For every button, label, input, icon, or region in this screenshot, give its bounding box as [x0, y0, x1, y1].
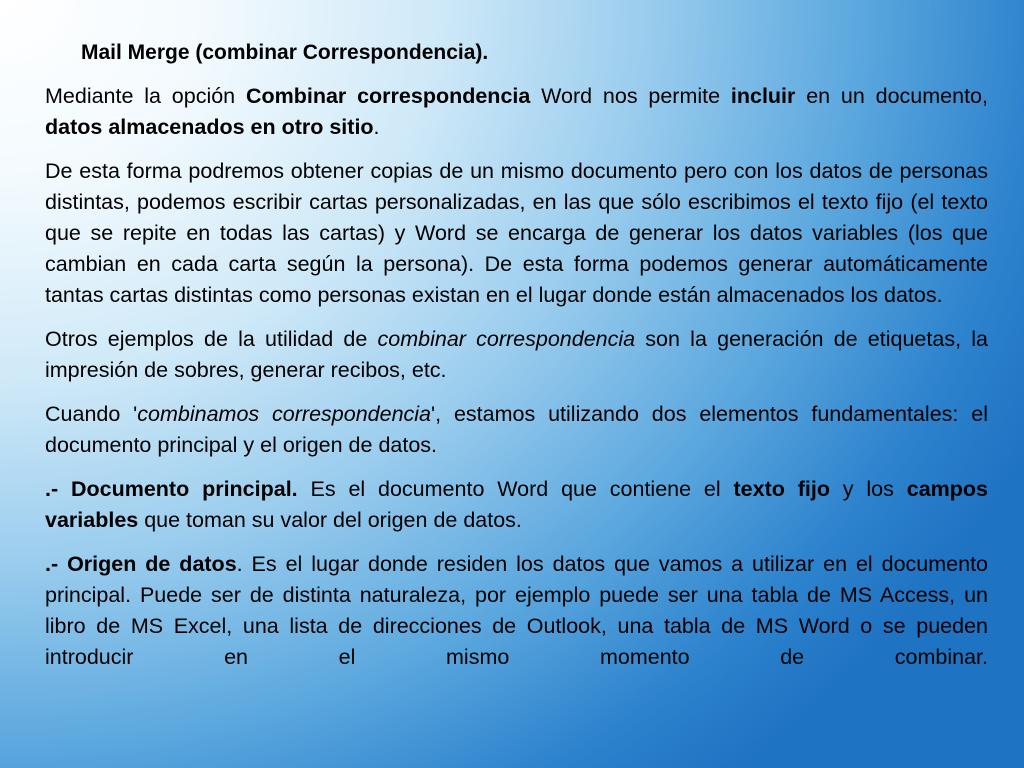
- slide-title: Mail Merge (combinar Correspondencia).: [81, 41, 489, 64]
- text-run: en un documento,: [795, 84, 988, 108]
- text-run-bold: texto fijo: [733, 477, 830, 501]
- text-run: ', estamos utilizando dos elementos fundamentales: el documento principal y el origen de datos.: [45, 402, 988, 457]
- paragraph-main-document: [45, 474, 988, 536]
- paragraph-elements: [45, 399, 988, 461]
- slide-content: [45, 38, 988, 686]
- paragraph-intro: [45, 81, 988, 143]
- text-run: Cuando ': [45, 402, 138, 426]
- text-run-bold: .- Documento principal.: [45, 477, 298, 501]
- text-run-italic: combinar correspondencia: [377, 327, 636, 351]
- text-run: .: [373, 115, 380, 139]
- text-run-italic: combinamos correspondencia: [137, 402, 432, 426]
- paragraph-examples: [45, 324, 988, 386]
- text-run: Otros ejemplos de la utilidad de: [45, 327, 378, 351]
- text-run-bold: datos almacenados en otro sitio: [45, 115, 374, 139]
- text-run: Word nos permite: [530, 84, 731, 108]
- text-run-bold: .- Origen de datos: [45, 552, 237, 576]
- text-run-bold: incluir: [730, 84, 796, 108]
- paragraph-explanation: [45, 156, 988, 311]
- text-run: Mediante la opción: [45, 84, 246, 108]
- text-run: son la generación de etiquetas, la impresión de sobres, generar recibos, etc.: [45, 327, 988, 382]
- text-run-bold: Combinar correspondencia: [245, 84, 531, 108]
- text-run: que toman su valor del origen de datos.: [138, 508, 522, 532]
- text-run: De esta forma podremos obtener copias de un mismo documento pero con los datos de personas distintas, podemos escribir cartas personalizadas, en las que sólo escribimos el texto fijo (el texto que se repite en todas las cartas) y Word se encarga de generar los datos variables (los que cambian en cada carta según la persona). De esta forma podemos generar automáticamente tantas cartas distintas como personas existan en el lugar donde están almacenados los datos.: [45, 159, 988, 307]
- text-run: . Es el lugar donde residen los datos que vamos a utilizar en el documento principal. Puede ser de distinta naturaleza, por ejemplo puede ser una tabla de MS Access, un libro de MS Excel, una lista de direcciones de Outlook, una tabla de MS Word o se pueden introducir en el mismo momento de combinar.: [45, 552, 988, 669]
- text-run: Es el documento Word que contiene el: [297, 477, 734, 501]
- text-run-bold: campos variables: [45, 477, 988, 532]
- text-run: y los: [829, 477, 907, 501]
- paragraph-data-source: [45, 549, 988, 673]
